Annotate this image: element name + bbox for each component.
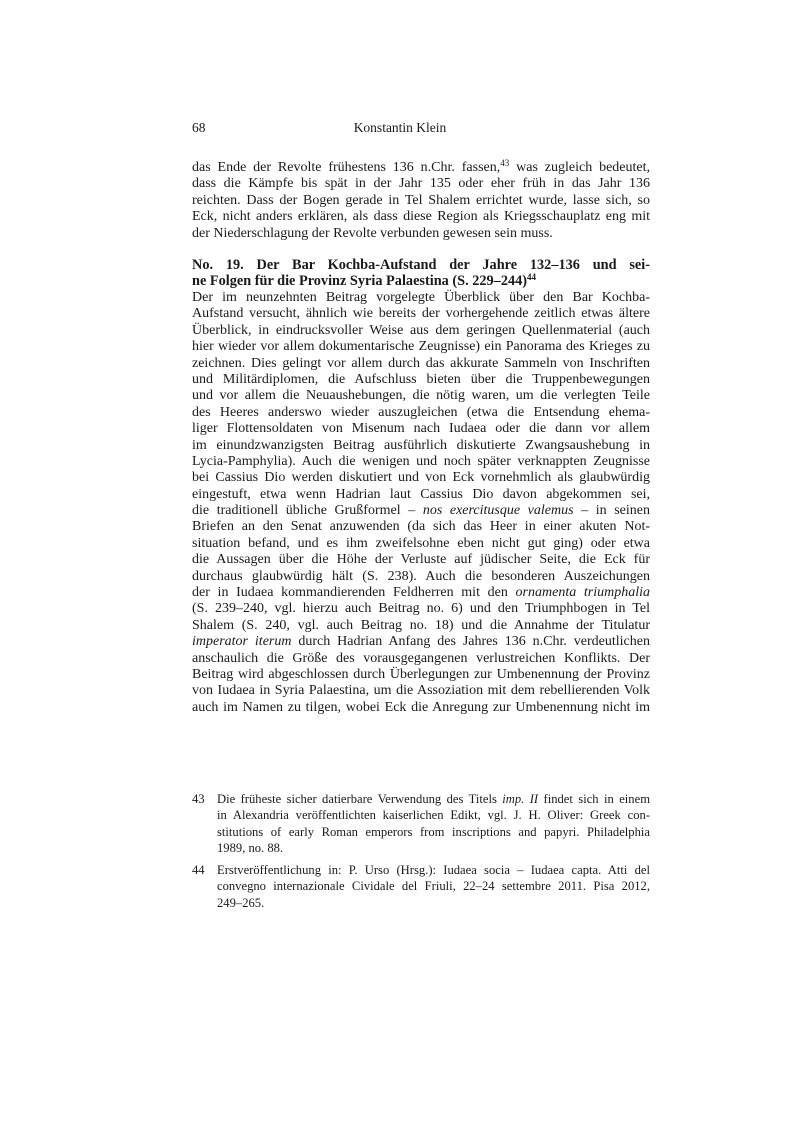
text-segment: durch Hadrian Anfang des Jahres 136 n.Chr. verdeutlichen bbox=[291, 634, 650, 650]
text-line bbox=[192, 273, 650, 289]
footnote-ref: 43 bbox=[500, 158, 510, 168]
text-line bbox=[192, 585, 650, 601]
page-number: 68 bbox=[192, 120, 206, 135]
footnote-text bbox=[217, 791, 650, 856]
text-line: Erstveröffentlichung in: P. Urso (Hrsg.): Iudaea socia – Iudaea capta. Atti del bbox=[217, 863, 650, 877]
text-line bbox=[192, 160, 650, 176]
text-line: und vor allem die Neuaushebungen, die nötig waren, um die verlegten Teile bbox=[192, 388, 650, 404]
text-line: (S. 239–240, vgl. hierzu auch Beitrag no. 6) und den Triumphbogen in Tel bbox=[192, 601, 650, 617]
text-line: Beitrag wird abgeschlossen durch Überlegungen zur Umbenennung der Provinz bbox=[192, 666, 650, 682]
paragraph-1 bbox=[192, 160, 650, 242]
text-line: Der im neunzehnten Beitrag vorgelegte Überblick über den Bar Kochba- bbox=[192, 290, 650, 305]
italic-text: ornamenta triumphalia bbox=[515, 585, 651, 601]
text-line: convegno internazionale Cividale del Friuli, 22–24 settembre 2011. Pisa 2012, bbox=[217, 879, 650, 894]
footnote-number: 44 bbox=[192, 863, 205, 877]
text-line: liger Flottensoldaten von Misenum nach Iudaea oder die dann vor allem bbox=[192, 421, 650, 437]
footnote-44 bbox=[192, 862, 650, 912]
text-segment: das Ende der Revolte frühestens 136 n.Chr. fassen, bbox=[192, 160, 501, 175]
text-line: durchaus glaubwürdig hält (S. 238). Auch die besonderen Auszeichungen bbox=[192, 568, 650, 584]
text-segment: ne Folgen für die Provinz Syria Palaestina (S. 229–244) bbox=[192, 273, 528, 290]
text-line: im einundzwanzigsten Beitrag ausführlich diskutierte Zwangsaushebung in bbox=[192, 437, 650, 453]
text-line: reichten. Dass der Bogen gerade in Tel Shalem errichtet wurde, lasse sich, so bbox=[192, 192, 650, 208]
text-line: 249–265. bbox=[217, 895, 265, 910]
text-line: stitutions of early Roman emperors from inscriptions and papyri. Philadelphia bbox=[217, 824, 650, 839]
text-line: anschaulich die Größe des vorausgegangenen verlustreichen Konflikts. Der bbox=[192, 650, 650, 666]
text-segment: – in seinen bbox=[573, 503, 651, 519]
text-line: und Militärdiplomen, die Aufschluss bieten über die Truppenbewegungen bbox=[192, 371, 650, 387]
text-line: Lycia-Pamphylia). Auch die wenigen und noch später verknappten Zeugnisse bbox=[192, 453, 650, 469]
text-line: in Alexandria veröffentlichten kaiserlichen Edikt, vgl. J. H. Oliver: Greek con- bbox=[217, 808, 650, 823]
text-segment: findet sich in einem bbox=[538, 792, 650, 806]
running-head: Konstantin Klein bbox=[353, 120, 447, 135]
text-line bbox=[192, 634, 650, 650]
section-heading bbox=[192, 257, 650, 290]
text-line: situation befand, und es ihm zweifelsohne eben nicht gut ging) oder etwa bbox=[192, 535, 650, 551]
text-line: 1989, no. 88. bbox=[217, 840, 284, 855]
text-line bbox=[192, 503, 650, 519]
paragraph-2 bbox=[192, 290, 650, 716]
text-segment: die traditionell übliche Grußformel – bbox=[192, 503, 423, 519]
text-line: von Iudaea in Syria Palaestina, um die Assoziation mit dem rebellierenden Volk bbox=[192, 683, 650, 699]
italic-text: imperator iterum bbox=[192, 634, 292, 650]
text-line bbox=[217, 791, 650, 807]
text-line: Shalem (S. 240, vgl. auch Beitrag no. 18) und die Annahme der Titulatur bbox=[192, 617, 650, 633]
footnote-43 bbox=[192, 791, 650, 857]
text-line: Überblick, in eindrucksvoller Weise aus dem geringen Quellenmaterial (auch bbox=[192, 322, 650, 338]
text-line: die Aussagen über die Höhe der Verluste auf jüdischer Seite, die Eck für bbox=[192, 552, 650, 568]
text-line: eingestuft, etwa wenn Hadrian laut Cassius Dio davon abgekommen sei, bbox=[192, 486, 650, 502]
text-line: zeichnen. Dies gelingt vor allem durch das akkurate Sammeln von Inschriften bbox=[192, 355, 650, 371]
text-segment: Die früheste sicher datierbare Verwendung des Titels bbox=[217, 792, 503, 806]
text-line: der Niederschlagung der Revolte verbunden gewesen sein muss. bbox=[192, 225, 553, 241]
footnote-number: 43 bbox=[192, 792, 205, 806]
text-line: Eck, nicht anders erklären, als dass diese Region als Kriegsschauplatz eng mit bbox=[192, 209, 650, 225]
text-line: hier wieder vor allem dokumentarische Zeugnisse) ein Panorama des Krieges zu bbox=[192, 339, 650, 355]
footnote-text bbox=[217, 862, 650, 911]
text-line: Aufstand versucht, ähnlich wie bereits der vorhergehende zeitlich etwas ältere bbox=[192, 306, 650, 322]
text-line: Briefen an den Senat anzuwenden (da sich das Heer in einer akuten Not- bbox=[192, 519, 650, 535]
text-segment: der in Iudaea kommandierenden Feldherren mit den bbox=[192, 585, 516, 601]
footnote-ref: 44 bbox=[527, 272, 537, 283]
italic-text: nos exercitusque valemus bbox=[422, 503, 574, 519]
text-line: des Heeres anderswo wieder auszugleichen (etwa die Entsendung ehema- bbox=[192, 404, 650, 420]
text-line: auch im Namen zu tilgen, wobei Eck die Anregung zur Umbenennung nicht im bbox=[192, 699, 650, 715]
italic-text: imp. II bbox=[502, 792, 539, 806]
text-line: dass die Kämpfe bis spät in der Jahr 135 oder eher früh in das Jahr 136 bbox=[192, 176, 650, 192]
text-segment: was zugleich bedeutet, bbox=[509, 160, 650, 175]
text-line: bei Cassius Dio werden diskutiert und von Eck vornehmlich als glaubwürdig bbox=[192, 470, 650, 486]
text-line: No. 19. Der Bar Kochba-Aufstand der Jahre 132–136 und sei- bbox=[192, 257, 650, 273]
